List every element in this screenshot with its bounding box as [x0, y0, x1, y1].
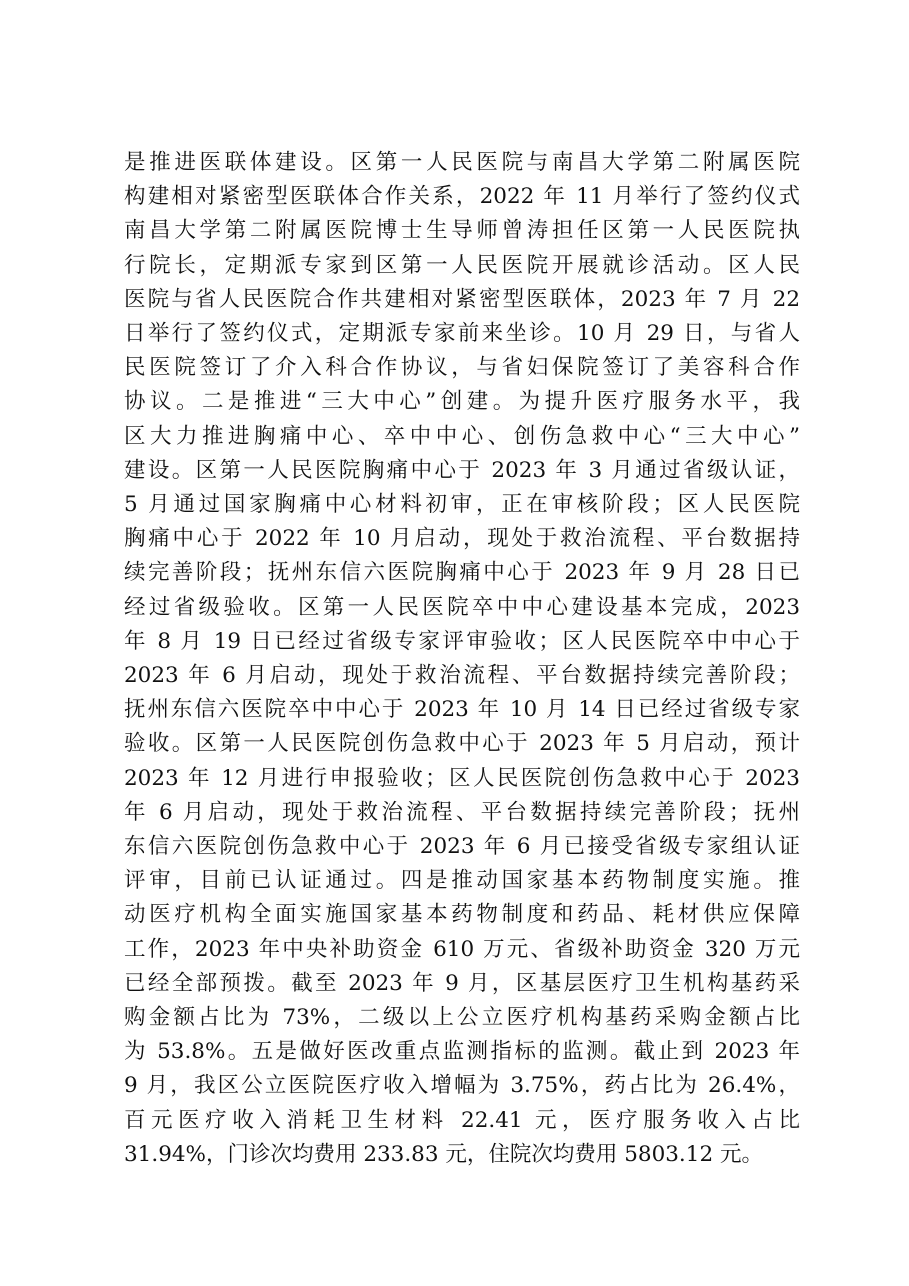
text-line: 年 8 月 19 日已经过省级专家评审验收；区人民医院卒中中心于 [124, 628, 800, 654]
text-line: 9 月，我区公立医院医疗收入增幅为 3.75%，药占比为 26.4%， [124, 1073, 800, 1099]
text-line: 续完善阶段；抚州东信六医院胸痛中心于 2023 年 9 月 28 日已 [124, 560, 800, 586]
text-line: 动医疗机构全面实施国家基本药物制度和药品、耗材供应保障 [124, 902, 800, 928]
text-line: 验收。区第一人民医院创伤急救中心于 2023 年 5 月启动，预计 [124, 731, 800, 757]
text-line: 行院长，定期派专家到区第一人民医院开展就诊活动。区人民 [124, 252, 800, 278]
text-line: 已经全部预拨。截至 2023 年 9 月，区基层医疗卫生机构基药采 [124, 970, 800, 996]
text-line: 日举行了签约仪式，定期派专家前来坐诊。10 月 29 日，与省人 [124, 321, 800, 347]
text-line: 工作，2023 年中央补助资金 610 万元、省级补助资金 320 万元 [124, 936, 800, 962]
text-line: 区大力推进胸痛中心、卒中中心、创伤急救中心“三大中心” [124, 423, 800, 449]
text-line: 协议。二是推进“三大中心”创建。为提升医疗服务水平，我 [124, 389, 800, 415]
text-line: 百元医疗收入消耗卫生材料 22.41 元，医疗服务收入占比 [124, 1107, 800, 1133]
text-line: 建设。区第一人民医院胸痛中心于 2023 年 3 月通过省级认证， [124, 457, 800, 483]
text-line: 年 6 月启动，现处于救治流程、平台数据持续完善阶段；抚州 [124, 799, 800, 825]
text-line: 2023 年 12 月进行申报验收；区人民医院创伤急救中心于 2023 [124, 765, 800, 791]
text-line: 2023 年 6 月启动，现处于救治流程、平台数据持续完善阶段； [124, 663, 800, 689]
text-line: 抚州东信六医院卒中中心于 2023 年 10 月 14 日已经过省级专家 [124, 697, 800, 723]
text-line: 民医院签订了介入科合作协议，与省妇保院签订了美容科合作 [124, 355, 800, 381]
text-line: 医院与省人民医院合作共建相对紧密型医联体，2023 年 7 月 22 [124, 286, 800, 312]
text-line: 南昌大学第二附属医院博士生导师曾涛担任区第一人民医院执 [124, 218, 800, 244]
text-line: 5 月通过国家胸痛中心材料初审，正在审核阶段；区人民医院 [124, 492, 800, 518]
text-line: 构建相对紧密型医联体合作关系，2022 年 11 月举行了签约仪式 [124, 184, 800, 210]
text-line: 评审，目前已认证通过。四是推动国家基本药物制度实施。推 [124, 868, 800, 894]
text-line: 是推进医联体建设。区第一人民医院与南昌大学第二附属医院 [124, 150, 800, 175]
text-line: 经过省级验收。区第一人民医院卒中中心建设基本完成，2023 [124, 594, 800, 620]
text-line: 购金额占比为 73%，二级以上公立医疗机构基药采购金额占比 [124, 1005, 800, 1031]
text-line: 为 53.8%。五是做好医改重点监测指标的监测。截止到 2023 年 [124, 1039, 800, 1065]
text-line: 胸痛中心于 2022 年 10 月启动，现处于救治流程、平台数据持 [124, 526, 800, 552]
text-line: 东信六医院创伤急救中心于 2023 年 6 月已接受省级专家组认证 [124, 834, 800, 860]
body-paragraph [124, 146, 800, 1172]
text-line: 31.94%，门诊次均费用 233.83 元，住院次均费用 5803.12 元。 [124, 1141, 763, 1167]
